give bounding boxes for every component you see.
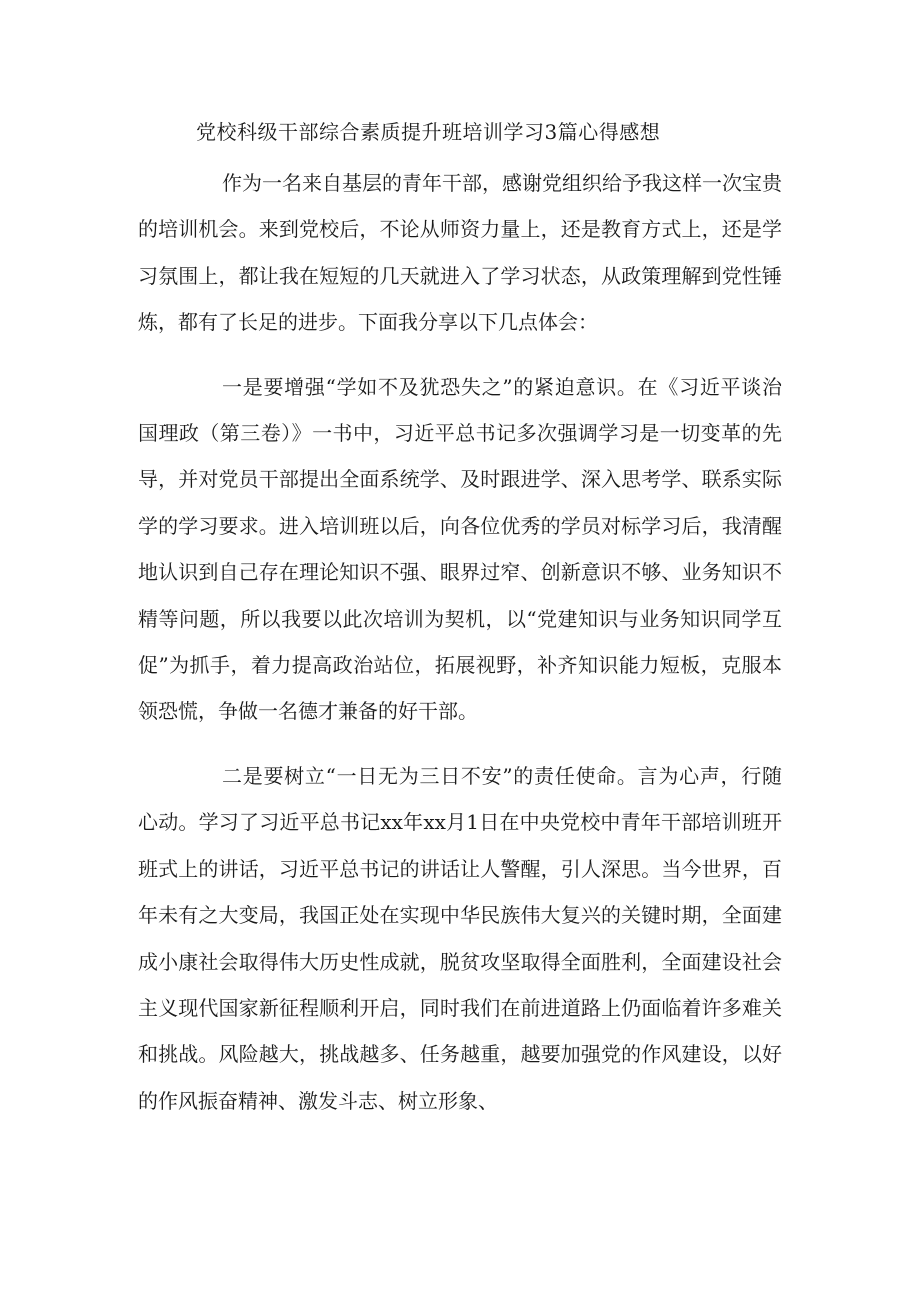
paragraph-point-one: 一是要增强“学如不及犹恐失之”的紧迫意识。在《习近平谈治国理政（第三卷）》一书中，习近平总书记多次强调学习是一切变革的先导，并对党员干部提出全面系统学、及时跟进学、深入思考学、联系实际学的学习要求。进入培训班以后，向各位优秀的学员对标学习后，我清醒地认识到自己存在理论知识不强、眼界过窄、创新意识不够、业务知识不精等问题，所以我要以此次培训为契机，以“党建知识与业务知识同学互促”为抓手，着力提高政治站位，拓展视野，补齐知识能力短板，克服本领恐慌，争做一名德才兼备的好干部。	[138, 374, 782, 724]
paragraph-point-two: 二是要树立“一日无为三日不安”的责任使命。言为心声，行随心动。学习了习近平总书记xx年xx月1日在中央党校中青年干部培训班开班式上的讲话，习近平总书记的讲话让人警醒，引人深思。当今世界，百年未有之大变局，我国正处在实现中华民族伟大复兴的关键时期，全面建成小康社会取得伟大历史性成就，脱贫攻坚取得全面胜利，全面建设社会主义现代国家新征程顺利开启，同时我们在前进道路上仍面临着许多难关和挑战。风险越大，挑战越多、任务越重，越要加强党的作风建设，以好的作风振奋精神、激发斗志、树立形象、	[138, 763, 782, 1113]
paragraph-intro: 作为一名来自基层的青年干部，感谢党组织给予我这样一次宝贵的培训机会。来到党校后，不论从师资力量上，还是教育方式上，还是学习氛围上，都让我在短短的几天就进入了学习状态，从政策理解到党性锤炼，都有了长足的进步。下面我分享以下几点体会：	[138, 171, 782, 335]
document-title: 党校科级干部综合素质提升班培训学习3篇心得感想	[196, 120, 661, 144]
paragraph-spacer	[138, 735, 782, 753]
paragraph-spacer	[138, 346, 782, 364]
